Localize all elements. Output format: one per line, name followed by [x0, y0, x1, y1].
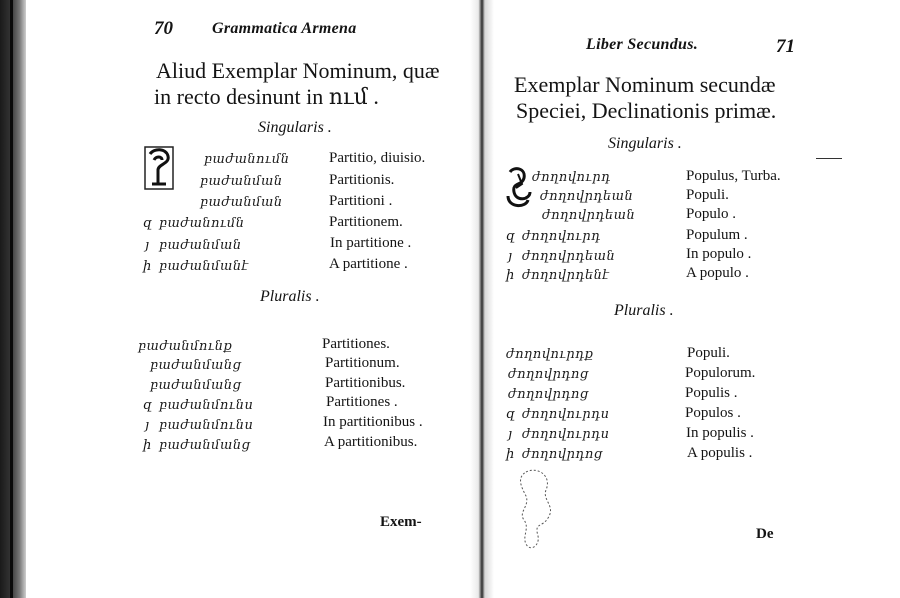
armenian-form: ժողովրդեան	[540, 189, 634, 204]
latin-gloss: Partitioni .	[329, 193, 393, 209]
armenian-form: բաժանմանց	[159, 438, 251, 453]
scan-left-edge-shadow	[10, 0, 13, 598]
running-head: Grammatica Armena	[212, 20, 357, 37]
book-gutter	[470, 0, 494, 598]
preposition: յ	[145, 418, 150, 433]
preposition: ի	[143, 438, 152, 453]
armenian-form: բաժանմունս	[159, 418, 254, 433]
armenian-form: բաժանմանց	[150, 358, 242, 373]
latin-gloss: Partitionum.	[325, 355, 400, 371]
preposition: ի	[506, 447, 515, 462]
latin-gloss: In populis .	[686, 425, 754, 441]
armenian-form: ժողովուրդք	[506, 347, 594, 362]
page-heading-line1: Aliud Exemplar Nominum, quæ	[156, 58, 440, 83]
armenian-form: բաժանումն	[159, 216, 245, 231]
preposition: զ	[143, 398, 152, 413]
armenian-form: բաժանմունս	[159, 398, 254, 413]
latin-gloss: In partitionibus .	[323, 414, 423, 430]
latin-gloss: A partitionibus.	[324, 434, 418, 450]
armenian-form: բաժանմանէ	[159, 259, 249, 274]
latin-gloss: Partitionem.	[329, 214, 403, 230]
latin-gloss: A populis .	[687, 445, 753, 461]
armenian-form: ժողովուրդ	[522, 229, 601, 244]
page-number: 71	[776, 36, 795, 57]
decorated-initial-icon	[144, 146, 174, 190]
latin-gloss: Populi.	[687, 345, 730, 361]
armenian-form: ժողովրդեան	[522, 249, 616, 264]
armenian-form: ժողովրդեան	[542, 208, 636, 223]
armenian-form: բաժանման	[200, 174, 283, 189]
scan-left-edge	[0, 0, 26, 598]
armenian-form: ժողովրդոց	[522, 447, 603, 462]
armenian-form: բաժանման	[200, 195, 283, 210]
latin-gloss: Partitionibus.	[325, 375, 406, 391]
armenian-form: ժողովուրդ	[532, 170, 611, 185]
preposition: յ	[145, 238, 150, 253]
latin-gloss: Populis .	[685, 385, 738, 401]
preposition: զ	[506, 229, 515, 244]
plural-label: Pluralis .	[260, 288, 320, 305]
ink-stain	[516, 466, 560, 556]
armenian-form: ժողովուրդս	[522, 407, 610, 422]
preposition: ի	[143, 259, 152, 274]
catchword: De	[756, 526, 774, 542]
latin-gloss: Populus, Turba.	[686, 168, 781, 184]
preposition: ի	[506, 268, 515, 283]
latin-gloss: Partitio, diuisio.	[329, 150, 426, 166]
latin-gloss: Partitionis.	[329, 172, 395, 188]
page-heading-line2: Speciei, Declinationis primæ.	[516, 98, 777, 123]
singular-label: Singularis .	[258, 119, 332, 136]
armenian-form: բաժանումն	[204, 152, 290, 167]
page-number: 70	[154, 18, 173, 39]
latin-gloss: Partitiones .	[326, 394, 398, 410]
right-page	[494, 0, 900, 598]
latin-gloss: Populi.	[686, 187, 729, 203]
latin-gloss: In populo .	[686, 246, 752, 262]
page-heading-line2: in recto desinunt in ում .	[154, 84, 379, 109]
armenian-form: ժողովրդոց	[508, 367, 589, 382]
latin-gloss: In partitione .	[330, 235, 412, 251]
latin-gloss: A populo .	[686, 265, 749, 281]
singular-label: Singularis .	[608, 135, 682, 152]
latin-gloss: Populos .	[685, 405, 741, 421]
running-head: Liber Secundus.	[586, 36, 699, 53]
armenian-form: բաժանմանց	[150, 378, 242, 393]
preposition: զ	[506, 407, 515, 422]
catchword: Exem-	[380, 514, 422, 530]
left-page	[26, 0, 470, 598]
page-heading-line1: Exemplar Nominum secundæ	[514, 72, 776, 97]
latin-gloss: Populum .	[686, 227, 748, 243]
armenian-form: ժողովուրդս	[522, 427, 610, 442]
armenian-form: ժողովրդենէ	[522, 268, 610, 283]
margin-mark	[816, 158, 842, 159]
latin-gloss: Partitiones.	[322, 336, 390, 352]
decorated-initial-icon	[504, 166, 534, 210]
armenian-form: բաժանման	[159, 238, 242, 253]
armenian-form: բաժանմունք	[138, 339, 233, 354]
latin-gloss: Populorum.	[685, 365, 756, 381]
plural-label: Pluralis .	[614, 302, 674, 319]
latin-gloss: A partitione .	[329, 256, 408, 272]
armenian-form: ժողովրդոց	[508, 387, 589, 402]
preposition: զ	[143, 216, 152, 231]
preposition: յ	[508, 427, 513, 442]
latin-gloss: Populo .	[686, 206, 737, 222]
preposition: յ	[508, 249, 513, 264]
